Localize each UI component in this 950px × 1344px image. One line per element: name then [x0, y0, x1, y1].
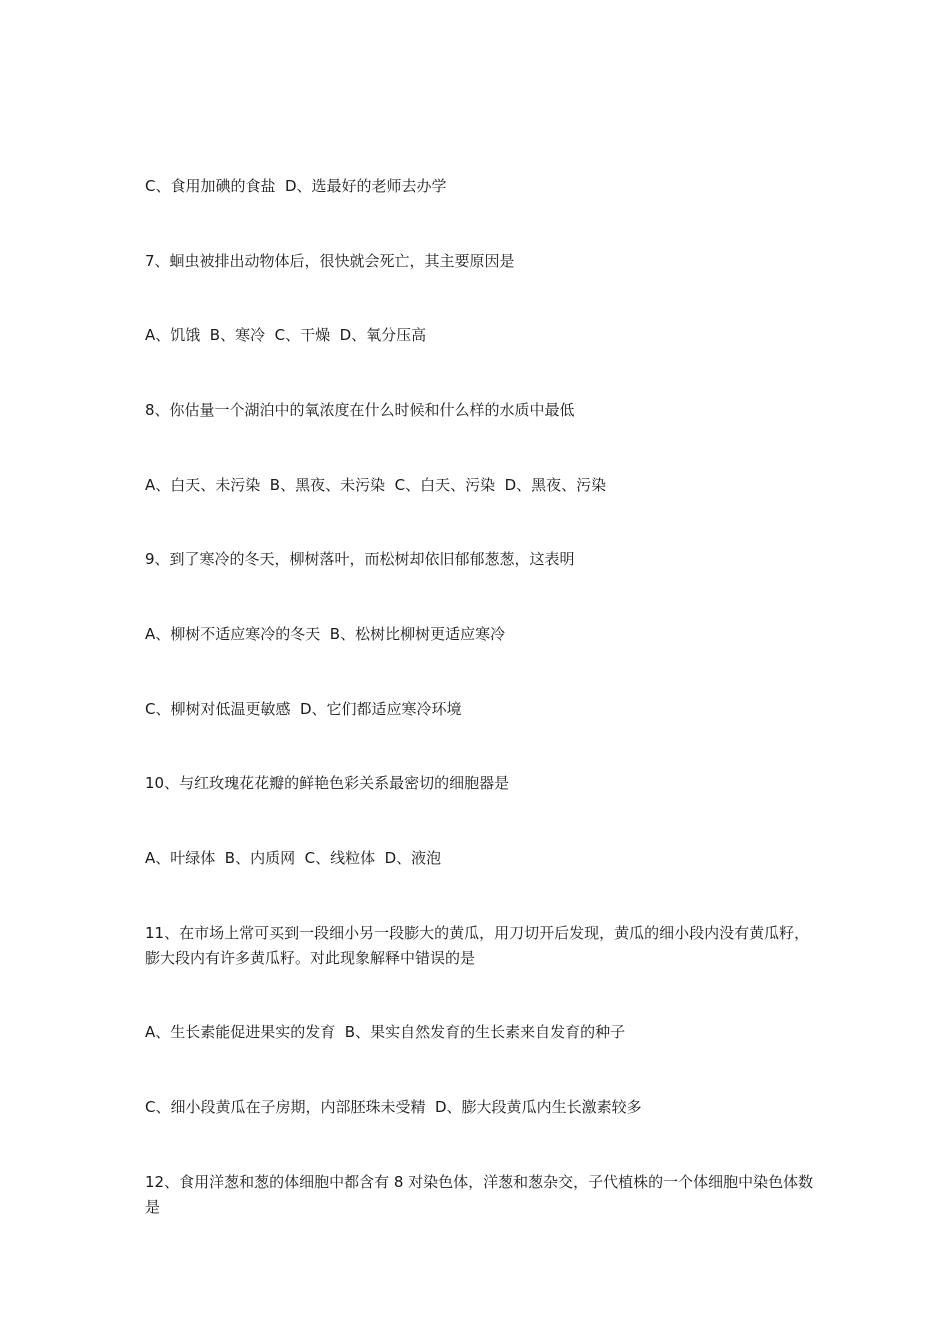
options-q11-ab: A、生长素能促进果实的发育 B、果实自然发育的生长素来自发育的种子 — [145, 1023, 626, 1041]
options-q7: A、饥饿 B、寒冷 C、干燥 D、氧分压高 — [145, 326, 427, 344]
options-q10: A、叶绿体 B、内质网 C、线粒体 D、液泡 — [145, 849, 442, 867]
question-10: 10、与红玫瑰花花瓣的鲜艳色彩关系最密切的细胞器是 — [145, 774, 510, 792]
options-q11-cd: C、细小段黄瓜在子房期，内部胚珠未受精 D、膨大段黄瓜内生长激素较多 — [145, 1098, 642, 1116]
options-q9-ab: A、柳树不适应寒冷的冬天 B、松树比柳树更适应寒冷 — [145, 625, 506, 643]
option-line-q6-cd: C、食用加碘的食盐 D、选最好的老师去办学 — [145, 177, 447, 195]
options-q9-cd: C、柳树对低温更敏感 D、它们都适应寒冷环境 — [145, 700, 462, 718]
question-12: 12、食用洋葱和葱的体细胞中都含有 8 对染色体，洋葱和葱杂交，子代植株的一个体细胞中染色体数是 — [145, 1173, 814, 1216]
question-9: 9、到了寒冷的冬天，柳树落叶，而松树却依旧郁郁葱葱，这表明 — [145, 550, 575, 568]
question-11: 11、在市场上常可买到一段细小另一段膨大的黄瓜，用刀切开后发现，黄瓜的细小段内没有黄瓜籽，膨大段内有许多黄瓜籽。对此现象解释中错误的是 — [145, 924, 810, 967]
question-8: 8、你估量一个湖泊中的氧浓度在什么时候和什么样的水质中最低 — [145, 401, 575, 419]
options-q8: A、白天、未污染 B、黑夜、未污染 C、白天、污染 D、黑夜、污染 — [145, 476, 607, 494]
question-7: 7、蛔虫被排出动物体后，很快就会死亡，其主要原因是 — [145, 252, 515, 270]
